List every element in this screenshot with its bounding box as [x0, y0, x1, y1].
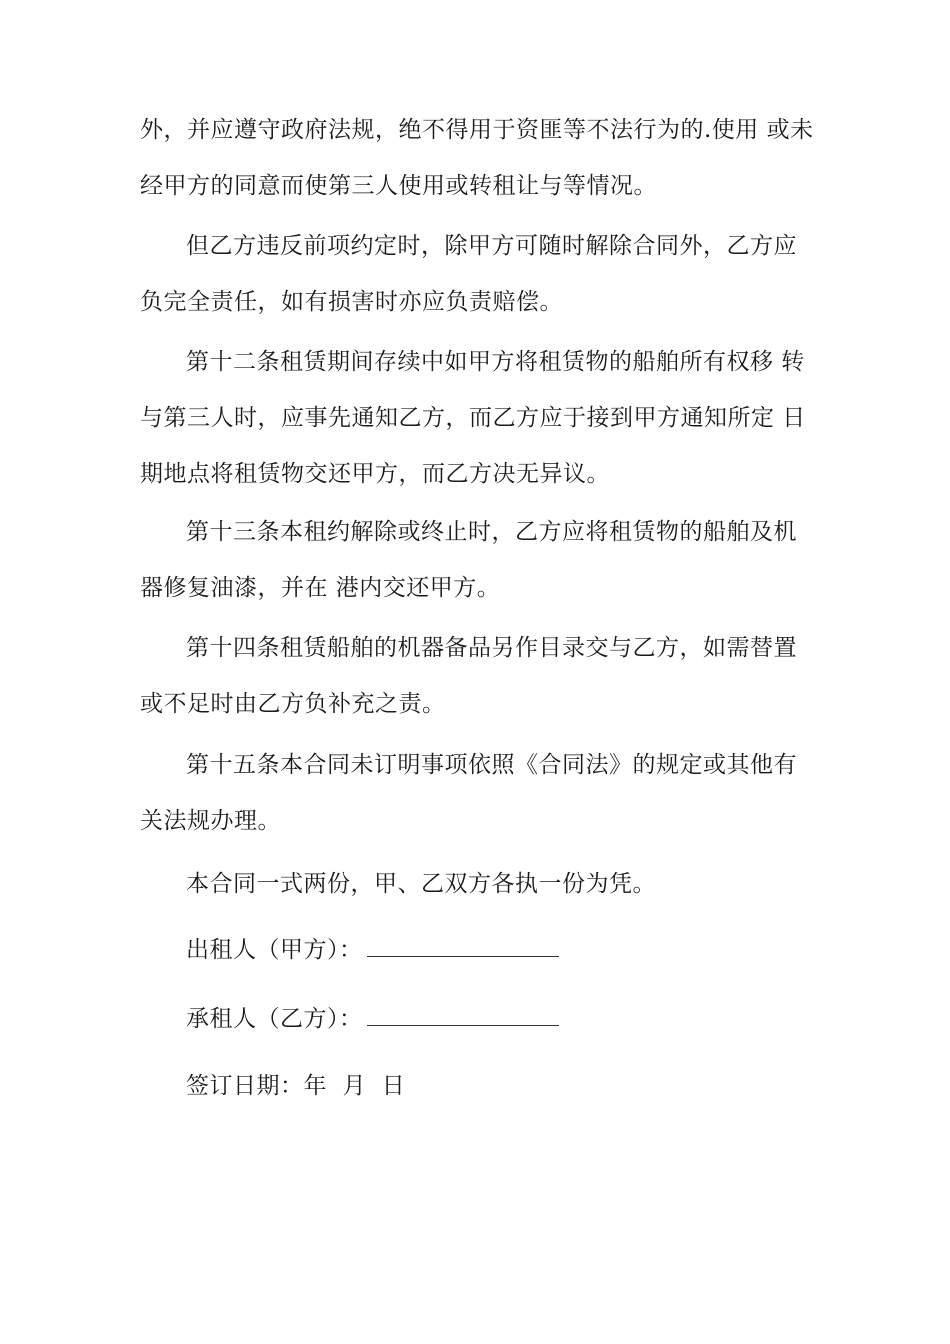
lessee-signature-blank	[367, 999, 559, 1026]
paragraph-article-13	[140, 504, 824, 616]
lessor-label: 出租人（甲方）：	[186, 937, 363, 963]
signing-date: 签订日期：年 月 日	[186, 1073, 406, 1099]
lessee-label: 承租人（乙方）：	[186, 1006, 363, 1032]
text-line: 第十三条本租约解除或终止时，乙方应将租赁物的船舶及机	[186, 519, 797, 545]
text-line: 第十四条租赁船舶的机器备品另作目录交与乙方，如需替置	[186, 635, 797, 661]
text-line: 或不足时由乙方负补充之责。	[140, 691, 446, 717]
copies-note: 本合同一式两份，甲、乙双方各执一份为凭。	[186, 871, 656, 897]
text-line: 器修复油漆，并在 港内交还甲方。	[140, 575, 501, 601]
text-line: 关法规办理。	[140, 808, 281, 834]
text-line: 负完全责任，如有损害时亦应负责赔偿。	[140, 289, 563, 315]
paragraph-usage-clause	[140, 102, 824, 214]
text-line: 但乙方违反前项约定时，除甲方可随时解除合同外，乙方应	[186, 233, 797, 259]
paragraph-article-12	[140, 334, 824, 502]
text-line: 期地点将租赁物交还甲方，而乙方决无异议。	[140, 461, 610, 487]
paragraph-article-14	[140, 620, 824, 732]
text-line: 第十二条租赁期间存续中如甲方将租赁物的船舶所有权移 转	[186, 349, 805, 375]
text-line: 外，并应遵守政府法规，绝不得用于资匪等不法行为的.使用 或未	[140, 117, 814, 143]
lessor-signature-blank	[367, 930, 559, 957]
text-line: 第十五条本合同未订明事项依照《合同法》的规定或其他有	[186, 752, 797, 778]
text-line: 经甲方的同意而使第三人使用或转租让与等情况。	[140, 173, 657, 199]
lessee-signature-line	[186, 999, 559, 1039]
paragraph-breach-clause	[140, 218, 824, 330]
lessor-signature-line	[186, 930, 559, 970]
paragraph-article-15	[140, 737, 824, 849]
text-line: 与第三人时，应事先通知乙方，而乙方应于接到甲方通知所定 日	[140, 405, 806, 431]
